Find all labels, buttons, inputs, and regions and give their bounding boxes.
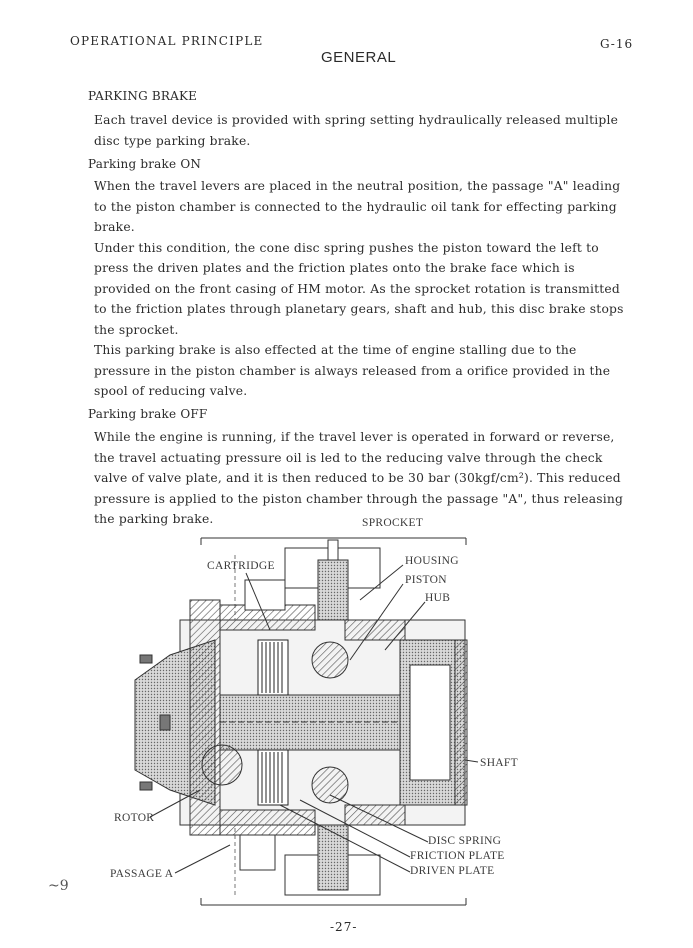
header-page-code: G-16 [600,37,634,51]
paragraph: When the travel levers are placed in the neutral position, the passage "A" leading to the piston chamber is connected to the hydraulic oil tank for effecting parking brake. [94,179,621,234]
paragraph: This parking brake is also effected at the time of engine stalling due to the pressure in the piston chamber is always released from a orifice provided in the spool of reducing valve. [94,343,611,398]
brake-on-heading: Parking brake ON [88,157,202,171]
paragraph: Each travel device is provided with spring setting hydraulically released multiple disc type parking brake. [94,113,619,148]
margin-mark: ~9 [48,878,69,894]
label-cartridge: CARTRIDGE [207,560,275,572]
label-passage-a: PASSAGE A [110,868,174,880]
page-number: -27- [330,920,358,934]
label-shaft: SHAFT [480,757,518,769]
paragraph: While the engine is running, if the travel lever is operated in forward or reverse, the travel actuating pressure oil is led to the reducing valve through the check valve of valve plate, and it is then reduced to be 30 bar (30kgf/cm²). This reduced pressure is applied to the piston chamber through the passage "A", thus releasing the parking brake. [94,430,624,526]
label-sprocket: SPROCKET [362,517,424,529]
page-title: GENERAL [321,49,397,66]
header-section-title: OPERATIONAL PRINCIPLE [70,34,264,48]
label-disc-spring: DISC SPRING [428,835,502,847]
paragraph: Under this condition, the cone disc spring pushes the piston toward the left to press the driven plates and the friction plates onto the brake face which is provided on the front casing of HM motor. As the sprocket rotation is transmitted to the friction plates through planetary gears, shaft and hub, this disc brake stops the sprocket. [94,240,624,337]
parking-brake-heading: PARKING BRAKE [88,89,198,103]
label-hub: HUB [425,592,451,604]
label-friction-plate: FRICTION PLATE [410,850,505,862]
label-housing: HOUSING [405,555,459,567]
label-driven-plate: DRIVEN PLATE [410,865,495,877]
brake-off-heading: Parking brake OFF [88,407,208,421]
label-rotor: ROTOR [114,812,155,824]
label-piston: PISTON [405,574,447,586]
